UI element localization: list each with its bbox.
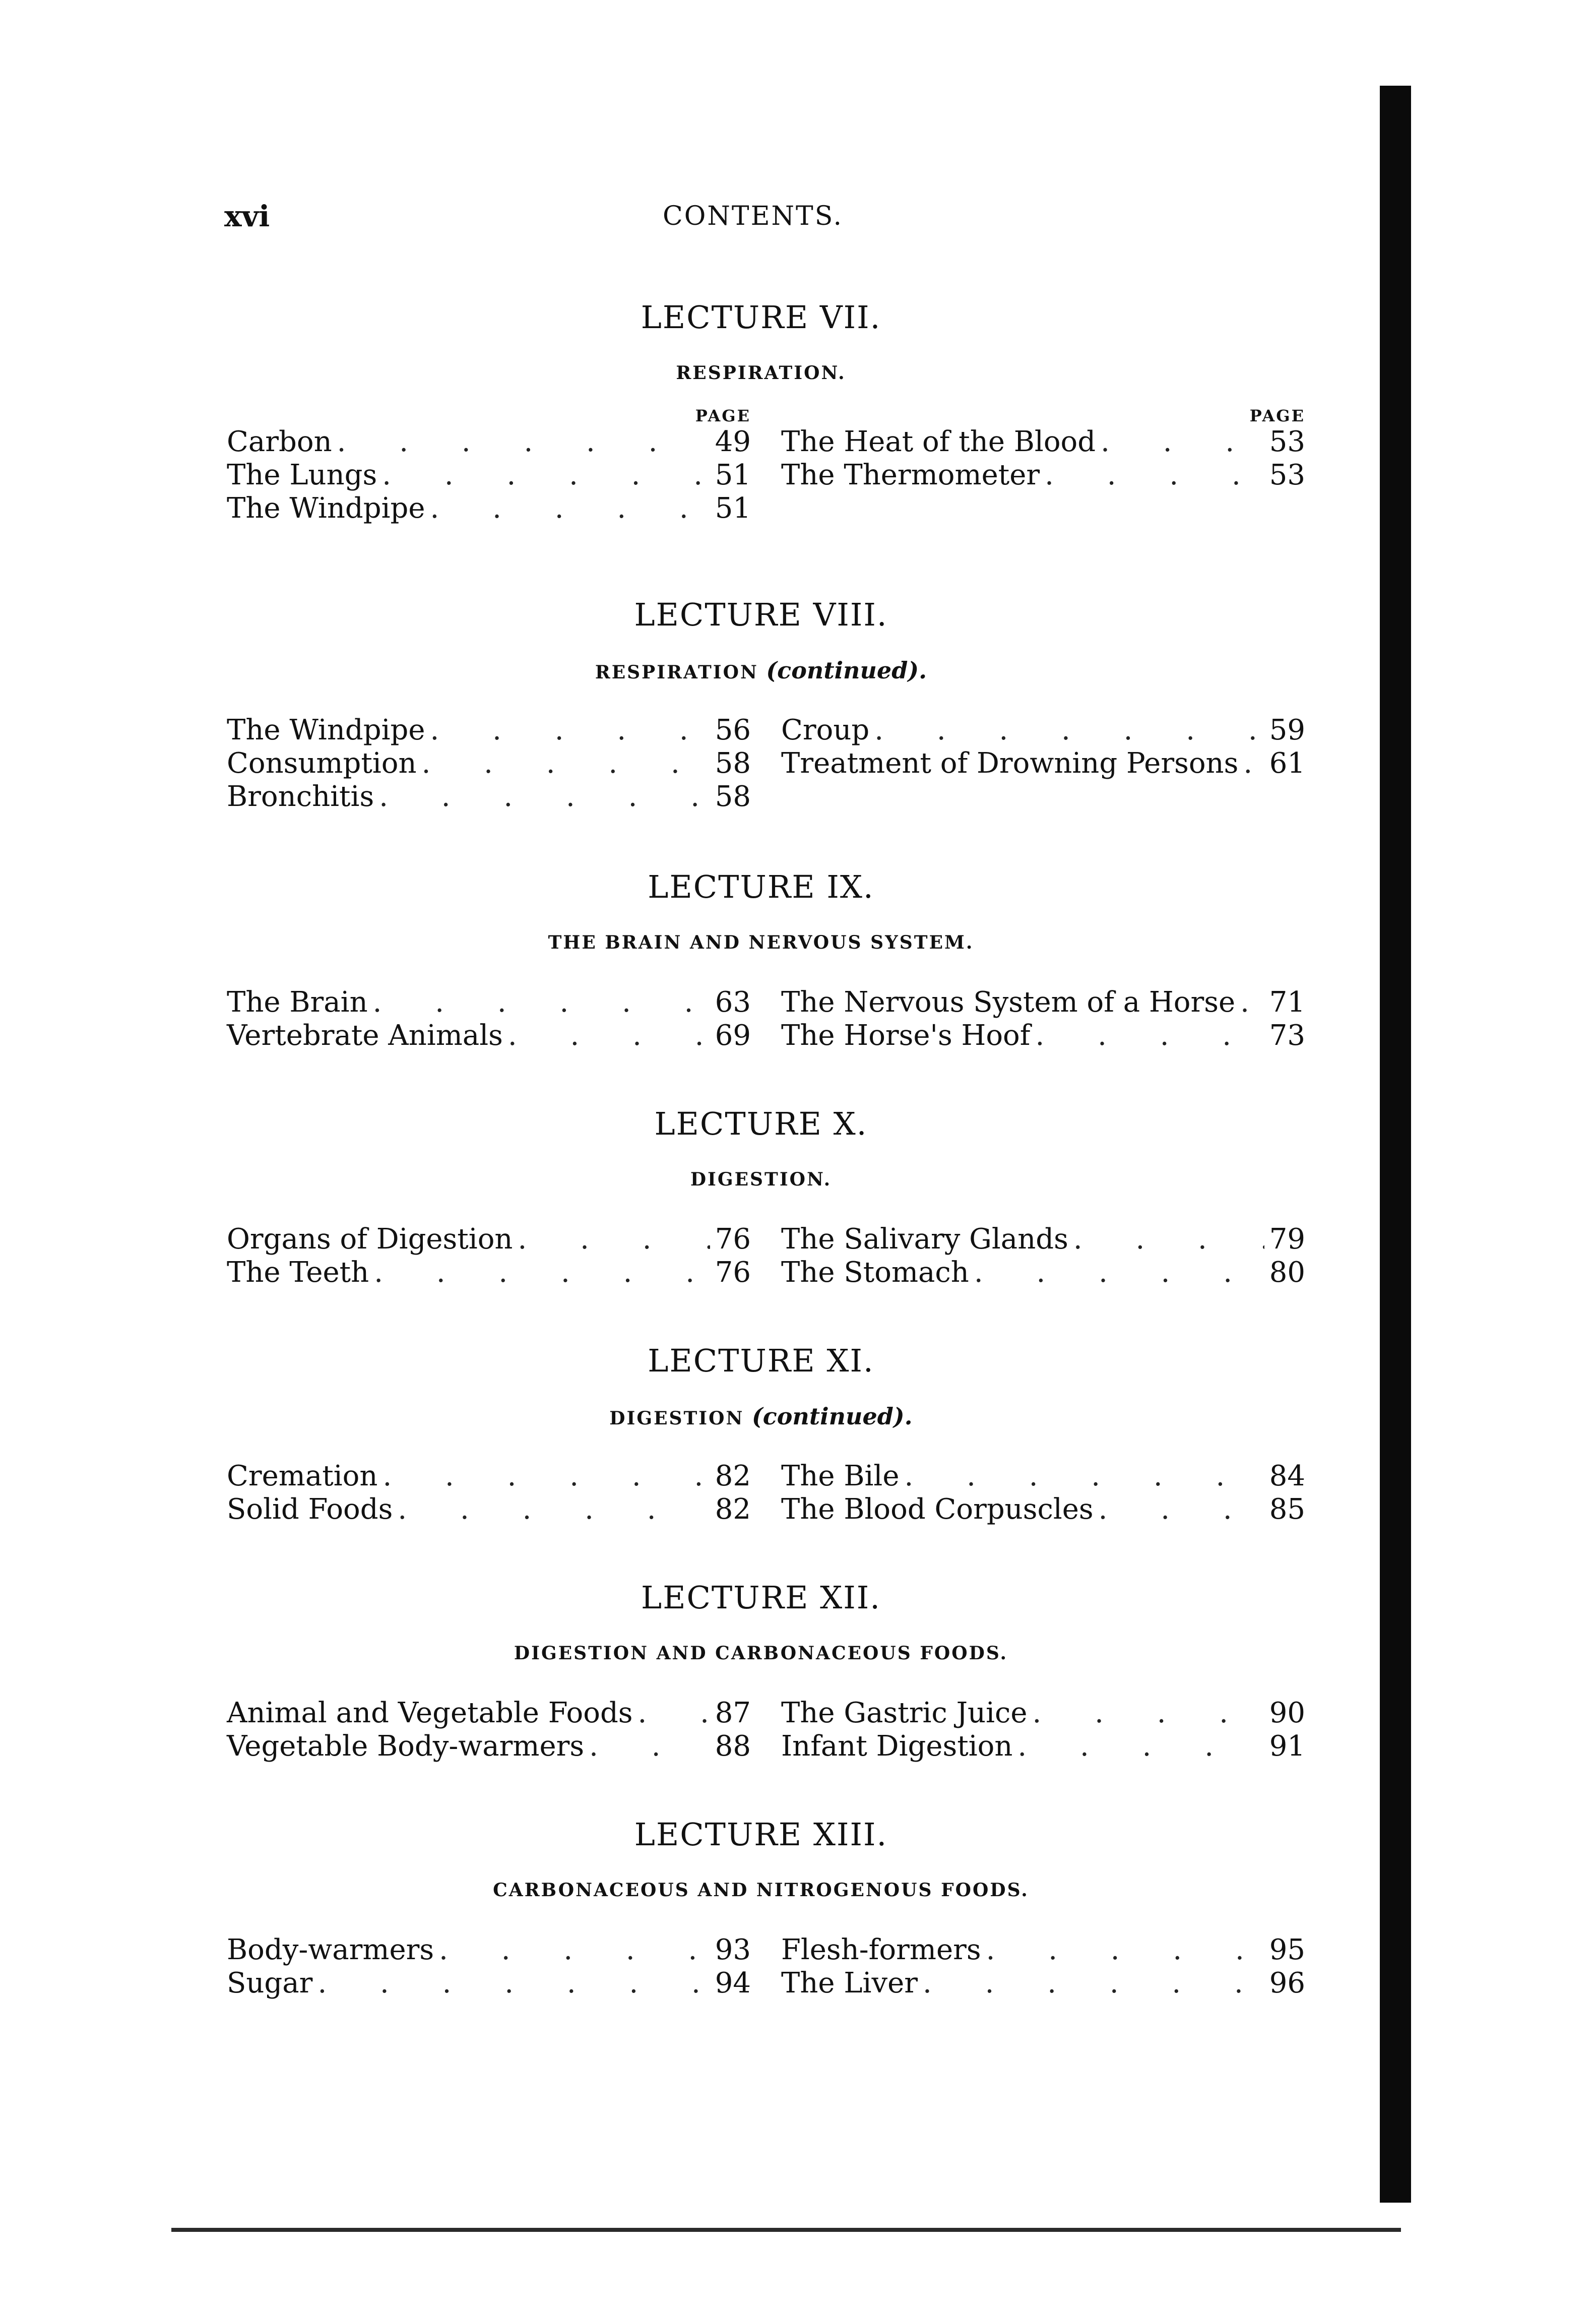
toc-entry (227, 1256, 751, 1289)
bottom-rule (171, 2228, 1401, 2232)
entry-page-number: 82 (715, 1460, 751, 1492)
entry-title: The Gastric Juice (781, 1697, 1028, 1729)
lecture-subtitle-text: DIGESTION (609, 1408, 744, 1429)
toc-entry (227, 1493, 751, 1526)
leader-dots (422, 747, 710, 780)
lecture-title: LECTURE VII. (641, 299, 881, 336)
entry-title: Consumption (227, 747, 417, 780)
entry-columns (227, 1697, 1305, 1763)
leader-dots (337, 425, 710, 459)
lecture-subtitle (227, 1164, 1295, 1195)
toc-entry (781, 1493, 1305, 1526)
toc-entry (227, 1933, 751, 1967)
right-column (766, 1697, 1305, 1763)
right-column (766, 1460, 1305, 1526)
entry-title: The Nervous System of a Horse (781, 986, 1236, 1019)
entry-title: The Salivary Glands (781, 1223, 1068, 1256)
leader-dots (439, 1933, 710, 1967)
lecture-subtitle-text: THE BRAIN AND NERVOUS SYSTEM. (548, 932, 974, 953)
left-column (227, 1933, 766, 2000)
leader-dots (1101, 425, 1264, 459)
lecture-title: LECTURE X. (654, 1105, 868, 1142)
entry-page-number: 69 (715, 1019, 751, 1052)
lecture-subtitle (227, 1638, 1295, 1668)
entry-columns (227, 986, 1305, 1052)
leader-dots (1035, 1019, 1264, 1052)
entry-page-number: 76 (715, 1256, 751, 1289)
lecture-section (227, 1341, 1305, 1526)
toc-entry (781, 1019, 1305, 1052)
entry-page-number: 94 (715, 1967, 751, 2000)
left-column (227, 1223, 766, 1289)
lecture-section (227, 1104, 1305, 1289)
leader-dots (317, 1967, 710, 2000)
lecture-title: LECTURE XII. (641, 1579, 881, 1616)
entry-title: Sugar (227, 1967, 313, 2000)
leader-dots (638, 1697, 710, 1730)
lecture-section (227, 867, 1305, 1052)
lecture-subtitle-text: RESPIRATION (595, 662, 758, 683)
entry-title: The Liver (781, 1967, 918, 2000)
leader-dots (1243, 747, 1264, 780)
toc-entry (781, 1460, 1305, 1493)
leader-dots (382, 459, 710, 492)
lecture-title: LECTURE VIII. (634, 596, 888, 633)
entry-page-number: 87 (715, 1697, 751, 1729)
right-column (766, 714, 1305, 814)
entry-page-number: 51 (715, 492, 751, 525)
entry-title: Vertebrate Animals (227, 1019, 503, 1052)
entry-page-number: 95 (1269, 1933, 1305, 1966)
leader-dots (379, 780, 710, 814)
leader-dots (986, 1933, 1264, 1967)
entry-title: The Bile (781, 1460, 900, 1492)
toc-entry (781, 986, 1305, 1019)
page-edge-shadow (1380, 86, 1411, 2203)
entry-title: The Windpipe (227, 714, 425, 746)
lecture-subtitle (227, 927, 1295, 958)
entry-title: Carbon (227, 425, 332, 458)
left-column (227, 406, 766, 525)
entry-title: Body-warmers (227, 1933, 434, 1966)
lecture-subtitle-text: DIGESTION AND CARBONACEOUS FOODS. (514, 1643, 1008, 1664)
leader-dots (518, 1223, 710, 1256)
right-column (766, 1223, 1305, 1289)
entry-columns (227, 406, 1305, 525)
toc-entry (227, 1019, 751, 1052)
leader-dots (1017, 1730, 1264, 1763)
toc-entry (227, 459, 751, 492)
entry-title: Bronchitis (227, 780, 374, 813)
page-column-heading: PAGE (695, 406, 751, 425)
entry-page-number: 51 (715, 459, 751, 491)
toc-entry (781, 1730, 1305, 1763)
toc-entry (227, 425, 751, 459)
toc-entry (781, 459, 1305, 492)
leader-dots (508, 1019, 710, 1052)
entry-page-number: 53 (1269, 459, 1305, 491)
entry-page-number: 96 (1269, 1967, 1305, 2000)
toc-entry (227, 986, 751, 1019)
entry-title: The Teeth (227, 1256, 369, 1289)
lecture-subtitle-text: DIGESTION. (690, 1169, 832, 1190)
leader-dots (1099, 1493, 1264, 1526)
entry-title: Cremation (227, 1460, 378, 1492)
entry-page-number: 90 (1269, 1697, 1305, 1729)
entry-columns (227, 1223, 1305, 1289)
entry-page-number: 80 (1269, 1256, 1305, 1289)
lecture-section (227, 297, 1305, 525)
left-column (227, 1697, 766, 1763)
toc-entry (781, 1967, 1305, 2000)
entry-title: The Heat of the Blood (781, 425, 1096, 458)
left-column (227, 1460, 766, 1526)
right-column (766, 406, 1305, 525)
entry-page-number: 53 (1269, 425, 1305, 458)
page-header (224, 199, 1293, 239)
leader-dots (430, 714, 710, 747)
entry-columns (227, 1460, 1305, 1526)
leader-dots (374, 1256, 710, 1289)
lecture-section (227, 1578, 1305, 1763)
toc-entry (781, 1223, 1305, 1256)
entry-title: Solid Foods (227, 1493, 393, 1526)
entry-columns (227, 1933, 1305, 2000)
toc-entry (781, 1256, 1305, 1289)
toc-entry (227, 714, 751, 747)
toc-entry (227, 747, 751, 780)
entry-title: Infant Digestion (781, 1730, 1013, 1763)
toc-entry (227, 1697, 751, 1730)
page-column-heading: PAGE (1249, 406, 1305, 425)
entry-page-number: 61 (1269, 747, 1305, 780)
entry-page-number: 49 (715, 425, 751, 458)
toc-entry (781, 714, 1305, 747)
entry-title: Croup (781, 714, 870, 746)
entry-page-number: 56 (715, 714, 751, 746)
toc-entry (227, 492, 751, 525)
lecture-subtitle-text: CARBONACEOUS AND NITROGENOUS FOODS. (493, 1880, 1029, 1901)
entry-title: Flesh-formers (781, 1933, 981, 1966)
entry-title: The Blood Corpuscles (781, 1493, 1094, 1526)
entry-title: Organs of Digestion (227, 1223, 513, 1256)
entry-page-number: 93 (715, 1933, 751, 1966)
entry-page-number: 58 (715, 747, 751, 780)
entry-page-number: 73 (1269, 1019, 1305, 1052)
leader-dots (1045, 459, 1264, 492)
lecture-title: LECTURE XIII. (634, 1816, 888, 1853)
entry-page-number: 79 (1269, 1223, 1305, 1256)
lecture-subtitle (227, 655, 1295, 685)
leader-dots (382, 1460, 710, 1493)
entry-title: The Windpipe (227, 492, 425, 525)
toc-entry (227, 1967, 751, 2000)
entry-page-number: 85 (1269, 1493, 1305, 1526)
toc-entry (781, 1697, 1305, 1730)
leader-dots (430, 492, 710, 525)
lecture-subtitle (227, 358, 1295, 388)
left-column (227, 986, 766, 1052)
entry-page-number: 76 (715, 1223, 751, 1256)
entry-page-number: 58 (715, 780, 751, 813)
lecture-subtitle (227, 1875, 1295, 1905)
entry-page-number: 63 (715, 986, 751, 1019)
leader-dots (398, 1493, 710, 1526)
toc-entry (227, 1460, 751, 1493)
toc-entry (781, 1933, 1305, 1967)
lecture-section (227, 595, 1305, 814)
leader-dots (923, 1967, 1264, 2000)
entry-page-number: 59 (1269, 714, 1305, 746)
entry-page-number: 91 (1269, 1730, 1305, 1763)
entry-title: Treatment of Drowning Persons (781, 747, 1239, 780)
entry-title: The Stomach (781, 1256, 969, 1289)
entry-title: The Thermometer (781, 459, 1040, 491)
lecture-title: LECTURE IX. (648, 868, 874, 905)
entry-page-number: 88 (715, 1730, 751, 1763)
entry-title: Animal and Vegetable Foods (227, 1697, 633, 1729)
continued-note: (continued). (766, 657, 927, 684)
leader-dots (874, 714, 1264, 747)
leader-dots (904, 1460, 1264, 1493)
toc-entry (781, 747, 1305, 780)
right-column (766, 986, 1305, 1052)
leader-dots (1033, 1697, 1264, 1730)
toc-entry (781, 425, 1305, 459)
entry-page-number: 84 (1269, 1460, 1305, 1492)
left-column (227, 714, 766, 814)
leader-dots (1240, 986, 1264, 1019)
toc-entry (227, 1730, 751, 1763)
lecture-section (227, 1815, 1305, 2000)
lecture-title: LECTURE XI. (648, 1342, 874, 1379)
entry-page-number: 71 (1269, 986, 1305, 1019)
continued-note: (continued). (751, 1403, 913, 1430)
entry-title: Vegetable Body-warmers (227, 1730, 585, 1763)
page-number: xvi (224, 199, 270, 233)
leader-dots (589, 1730, 710, 1763)
leader-dots (974, 1256, 1264, 1289)
entry-columns (227, 714, 1305, 814)
toc-entry (227, 780, 751, 814)
lecture-subtitle (227, 1401, 1295, 1431)
entry-title: The Brain (227, 986, 368, 1019)
right-column (766, 1933, 1305, 2000)
toc-entry (227, 1223, 751, 1256)
leader-dots (1073, 1223, 1264, 1256)
entry-title: The Horse's Hoof (781, 1019, 1031, 1052)
running-title: CONTENTS. (663, 201, 844, 231)
lecture-subtitle-text: RESPIRATION. (676, 362, 846, 384)
entry-page-number: 82 (715, 1493, 751, 1526)
leader-dots (373, 986, 710, 1019)
entry-title: The Lungs (227, 459, 377, 491)
